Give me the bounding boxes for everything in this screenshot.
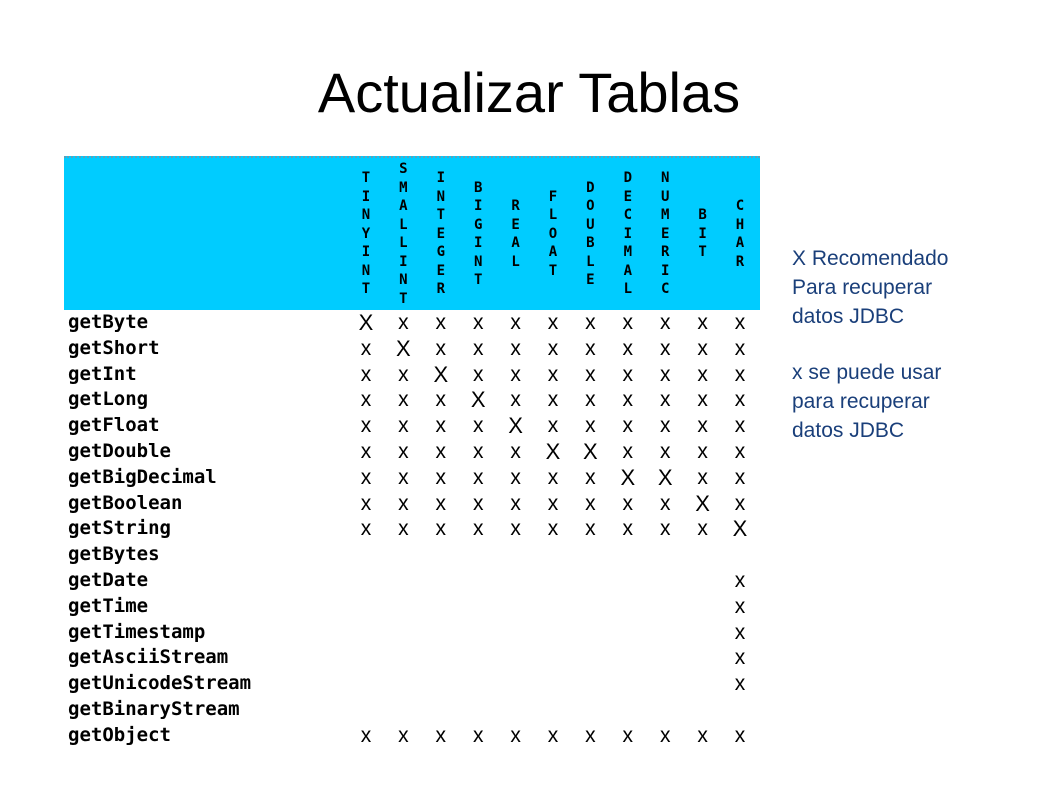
- cell-mark: x: [734, 414, 746, 438]
- cell-mark: x: [510, 517, 521, 541]
- column-header-letter: O: [548, 225, 558, 242]
- table-body: [64, 310, 760, 749]
- column-header-letter: I: [361, 188, 371, 205]
- column-header-letter: R: [436, 281, 446, 298]
- cell-mark: x: [472, 491, 484, 515]
- table-row: [64, 620, 760, 646]
- cell-mark: x: [398, 362, 409, 386]
- column-header-char: [722, 158, 758, 310]
- cell-mark: x: [435, 311, 447, 334]
- cell-mark: x: [435, 723, 447, 747]
- row-method-label: getFloat: [68, 414, 160, 437]
- column-header-letter: N: [473, 253, 483, 270]
- cell-mark: x: [510, 723, 521, 747]
- row-method-label: getTimestamp: [68, 620, 206, 643]
- column-header-decimal: [610, 158, 646, 310]
- cell-mark: x: [734, 311, 746, 334]
- cell-mark: x: [734, 568, 746, 592]
- column-header-tinyint: [348, 158, 384, 310]
- row-method-label: getBigDecimal: [68, 465, 217, 488]
- column-header-letter: N: [361, 207, 371, 224]
- cell-mark: x: [622, 439, 634, 463]
- cell-mark: x: [360, 491, 372, 515]
- cell-mark: x: [697, 517, 708, 541]
- row-method-label: getByte: [68, 311, 149, 333]
- cell-mark: x: [547, 465, 559, 489]
- column-header-letter: R: [735, 253, 745, 270]
- cell-mark: x: [360, 439, 372, 463]
- row-method-label: getUnicodeStream: [68, 672, 252, 695]
- cell-mark: x: [472, 336, 484, 360]
- cell-mark: x: [435, 517, 447, 541]
- cell-mark: x: [585, 491, 596, 515]
- cell-mark: x: [398, 414, 409, 438]
- cell-mark: x: [734, 672, 746, 696]
- cell-mark: x: [547, 414, 559, 438]
- column-header-integer: [423, 158, 459, 310]
- legend-usable: x se puede usar para recuperar datos JDBC: [792, 361, 942, 442]
- cell-mark: x: [585, 414, 596, 438]
- row-method-label: getTime: [68, 594, 149, 617]
- cell-mark: x: [659, 362, 671, 386]
- column-header-letter: E: [660, 225, 670, 242]
- column-header-letter: S: [399, 161, 408, 177]
- table-row: [64, 491, 760, 517]
- row-method-label: getInt: [68, 362, 137, 385]
- table-row: [64, 310, 760, 336]
- column-header-letter: L: [399, 216, 408, 233]
- cell-mark: x: [360, 723, 372, 747]
- cell-mark: x: [510, 311, 521, 334]
- table-row: [64, 645, 760, 671]
- column-header-letter: M: [623, 244, 633, 261]
- row-method-label: getBinaryStream: [68, 697, 240, 720]
- column-header-letter: B: [586, 235, 595, 251]
- legend-recommended: X Recomendado Para recuperar datos JDBC: [792, 247, 949, 328]
- cell-mark: x: [585, 517, 596, 541]
- table-row: [64, 723, 760, 749]
- cell-mark: x: [585, 311, 596, 334]
- cell-mark: x: [697, 388, 708, 412]
- cell-mark: X: [695, 490, 710, 516]
- cell-mark: x: [510, 336, 521, 360]
- cell-mark: x: [622, 723, 634, 747]
- cell-mark: x: [622, 517, 634, 541]
- cell-mark: x: [622, 362, 634, 386]
- column-header-letter: T: [361, 281, 371, 298]
- cell-mark: x: [659, 491, 671, 515]
- table-row: [64, 594, 760, 620]
- column-header-numeric: [647, 158, 683, 310]
- cell-mark: x: [734, 491, 746, 515]
- row-method-label: getObject: [68, 723, 171, 746]
- cell-mark: x: [398, 388, 409, 412]
- column-header-letter: L: [548, 207, 558, 224]
- cell-mark: X: [433, 361, 449, 387]
- column-header-letter: O: [586, 198, 595, 214]
- column-header-letter: M: [399, 179, 408, 196]
- cell-mark: X: [620, 464, 636, 490]
- cell-mark: X: [358, 310, 374, 335]
- column-header-bigint: [460, 158, 496, 310]
- cell-mark: x: [622, 311, 634, 334]
- column-header-letter: I: [698, 225, 707, 242]
- column-header-letter: T: [399, 290, 408, 307]
- table-row: [64, 413, 760, 439]
- cell-mark: x: [472, 311, 484, 334]
- cell-mark: x: [734, 388, 746, 412]
- row-method-label: getAsciiStream: [68, 646, 229, 669]
- table-row: [64, 697, 760, 723]
- column-header-letter: A: [548, 244, 558, 261]
- column-header-letter: U: [660, 188, 670, 205]
- column-header-letter: I: [399, 253, 408, 270]
- column-header-letter: I: [473, 235, 483, 251]
- table-row: [64, 362, 760, 388]
- cell-mark: x: [510, 439, 521, 463]
- cell-mark: x: [659, 414, 671, 438]
- table-header-row: [64, 156, 760, 310]
- cell-mark: x: [510, 465, 521, 489]
- cell-mark: x: [659, 517, 671, 541]
- column-header-letter: N: [660, 170, 670, 187]
- cell-mark: x: [398, 723, 409, 747]
- column-header-letter: I: [361, 244, 371, 261]
- cell-mark: x: [659, 439, 671, 463]
- column-header-letter: I: [623, 225, 633, 242]
- cell-mark: x: [510, 362, 521, 386]
- cell-mark: x: [697, 414, 708, 438]
- cell-mark: x: [360, 465, 372, 489]
- cell-mark: x: [734, 362, 746, 386]
- table-row: [64, 568, 760, 594]
- cell-mark: x: [435, 439, 447, 463]
- column-header-letter: I: [660, 262, 670, 279]
- cell-mark: x: [547, 723, 559, 747]
- cell-mark: x: [472, 465, 484, 489]
- cell-mark: x: [734, 594, 746, 618]
- legend: [792, 244, 1042, 472]
- cell-mark: x: [360, 517, 372, 541]
- cell-mark: x: [697, 362, 708, 386]
- cell-mark: x: [472, 723, 484, 747]
- cell-mark: x: [435, 336, 447, 360]
- cell-mark: X: [657, 464, 673, 490]
- cell-mark: x: [472, 362, 484, 386]
- cell-mark: x: [659, 311, 671, 334]
- cell-mark: x: [585, 336, 596, 360]
- cell-mark: x: [585, 362, 596, 386]
- cell-mark: x: [547, 336, 559, 360]
- column-header-letter: N: [361, 262, 371, 279]
- column-header-letter: A: [623, 262, 633, 279]
- cell-mark: x: [659, 336, 671, 360]
- slide-title: Actualizar Tablas: [317, 61, 741, 124]
- column-header-float: [535, 158, 571, 310]
- column-header-letter: N: [399, 272, 408, 288]
- cell-mark: x: [585, 388, 596, 412]
- cell-mark: x: [435, 388, 447, 412]
- column-header-letter: T: [473, 272, 483, 288]
- column-header-letter: T: [548, 262, 558, 279]
- cell-mark: x: [472, 414, 484, 438]
- column-header-letter: U: [586, 216, 595, 233]
- column-header-letter: E: [586, 272, 595, 288]
- column-header-letter: B: [473, 179, 483, 196]
- column-header-letter: A: [511, 235, 520, 251]
- cell-mark: x: [622, 336, 634, 360]
- column-header-letter: L: [586, 253, 595, 270]
- cell-mark: x: [734, 439, 746, 463]
- row-method-label: getDouble: [68, 439, 171, 462]
- cell-mark: x: [622, 414, 634, 438]
- column-header-smallint: [385, 158, 421, 310]
- cell-mark: x: [585, 465, 596, 489]
- column-header-letter: F: [548, 188, 558, 205]
- cell-mark: x: [435, 491, 447, 515]
- cell-mark: x: [398, 517, 409, 541]
- table-row: [64, 387, 760, 413]
- column-header-letter: L: [399, 235, 408, 251]
- cell-mark: x: [659, 723, 671, 747]
- cell-mark: x: [360, 414, 372, 438]
- row-method-label: getString: [68, 517, 171, 540]
- cell-mark: X: [545, 438, 561, 464]
- column-header-letter: M: [660, 207, 670, 224]
- table-row: [64, 439, 760, 465]
- cell-mark: x: [360, 362, 372, 386]
- cell-mark: x: [734, 620, 746, 644]
- column-header-letter: T: [698, 244, 707, 261]
- row-method-label: getShort: [68, 336, 160, 359]
- cell-mark: x: [734, 646, 746, 670]
- column-header-letter: I: [473, 198, 483, 214]
- cell-mark: X: [396, 335, 411, 361]
- table-row: [64, 516, 760, 542]
- column-header-letter: G: [436, 244, 446, 261]
- column-header-letter: Y: [361, 225, 371, 242]
- cell-mark: X: [583, 438, 598, 464]
- cell-mark: x: [547, 517, 559, 541]
- column-header-letter: C: [660, 281, 670, 298]
- cell-mark: x: [547, 311, 559, 334]
- cell-mark: x: [622, 491, 634, 515]
- column-header-real: [498, 158, 534, 310]
- cell-mark: x: [547, 362, 559, 386]
- cell-mark: x: [697, 439, 708, 463]
- cell-mark: x: [360, 336, 372, 360]
- column-header-letter: A: [735, 235, 745, 251]
- column-header-letter: R: [660, 244, 670, 261]
- column-header-letter: L: [511, 253, 520, 270]
- row-method-label: getLong: [68, 388, 149, 411]
- column-header-letter: E: [511, 216, 520, 233]
- table-row: [64, 671, 760, 697]
- cell-mark: x: [472, 517, 484, 541]
- column-header-letter: E: [436, 225, 446, 242]
- column-header-bit: [685, 158, 721, 310]
- cell-mark: x: [398, 439, 409, 463]
- row-method-label: getBytes: [68, 543, 160, 566]
- column-header-letter: L: [623, 281, 633, 298]
- table-row: [64, 336, 760, 362]
- cell-mark: x: [547, 388, 559, 412]
- cell-mark: x: [697, 723, 708, 747]
- cell-mark: x: [360, 388, 372, 412]
- column-header-letter: H: [735, 216, 745, 233]
- column-header-letter: N: [436, 188, 446, 205]
- column-header-letter: I: [436, 170, 446, 187]
- column-header-letter: R: [511, 198, 520, 214]
- column-header-letter: G: [473, 216, 483, 233]
- column-header-letter: C: [735, 198, 745, 214]
- column-header-double: [572, 158, 608, 310]
- cell-mark: x: [435, 414, 447, 438]
- column-header-letter: D: [623, 170, 633, 187]
- cell-mark: x: [659, 388, 671, 412]
- cell-mark: X: [470, 387, 486, 413]
- column-header-letter: T: [361, 170, 371, 187]
- type-mapping-table: [64, 156, 760, 749]
- cell-mark: x: [398, 465, 409, 489]
- cell-mark: X: [508, 413, 523, 439]
- column-header-letter: T: [436, 207, 446, 224]
- cell-mark: x: [734, 336, 746, 360]
- cell-mark: x: [697, 311, 708, 334]
- cell-mark: x: [697, 336, 708, 360]
- cell-mark: x: [435, 465, 447, 489]
- cell-mark: x: [547, 491, 559, 515]
- column-header-letter: C: [623, 207, 633, 224]
- column-header-letter: D: [586, 179, 595, 196]
- row-method-label: getDate: [68, 568, 149, 591]
- cell-mark: x: [472, 439, 484, 463]
- column-header-letter: E: [623, 188, 633, 205]
- cell-mark: X: [732, 516, 748, 542]
- cell-mark: x: [398, 311, 409, 334]
- cell-mark: x: [510, 388, 521, 412]
- cell-mark: x: [510, 491, 521, 515]
- cell-mark: x: [697, 465, 708, 489]
- column-header-letter: E: [436, 262, 446, 279]
- cell-mark: x: [622, 388, 634, 412]
- cell-mark: x: [585, 723, 596, 747]
- cell-mark: x: [734, 723, 746, 747]
- column-header-letter: A: [399, 198, 408, 214]
- cell-mark: x: [398, 491, 409, 515]
- table-row: [64, 542, 760, 568]
- column-header-letter: B: [698, 207, 707, 224]
- table-row: [64, 465, 760, 491]
- row-method-label: getBoolean: [68, 491, 183, 514]
- cell-mark: x: [734, 465, 746, 489]
